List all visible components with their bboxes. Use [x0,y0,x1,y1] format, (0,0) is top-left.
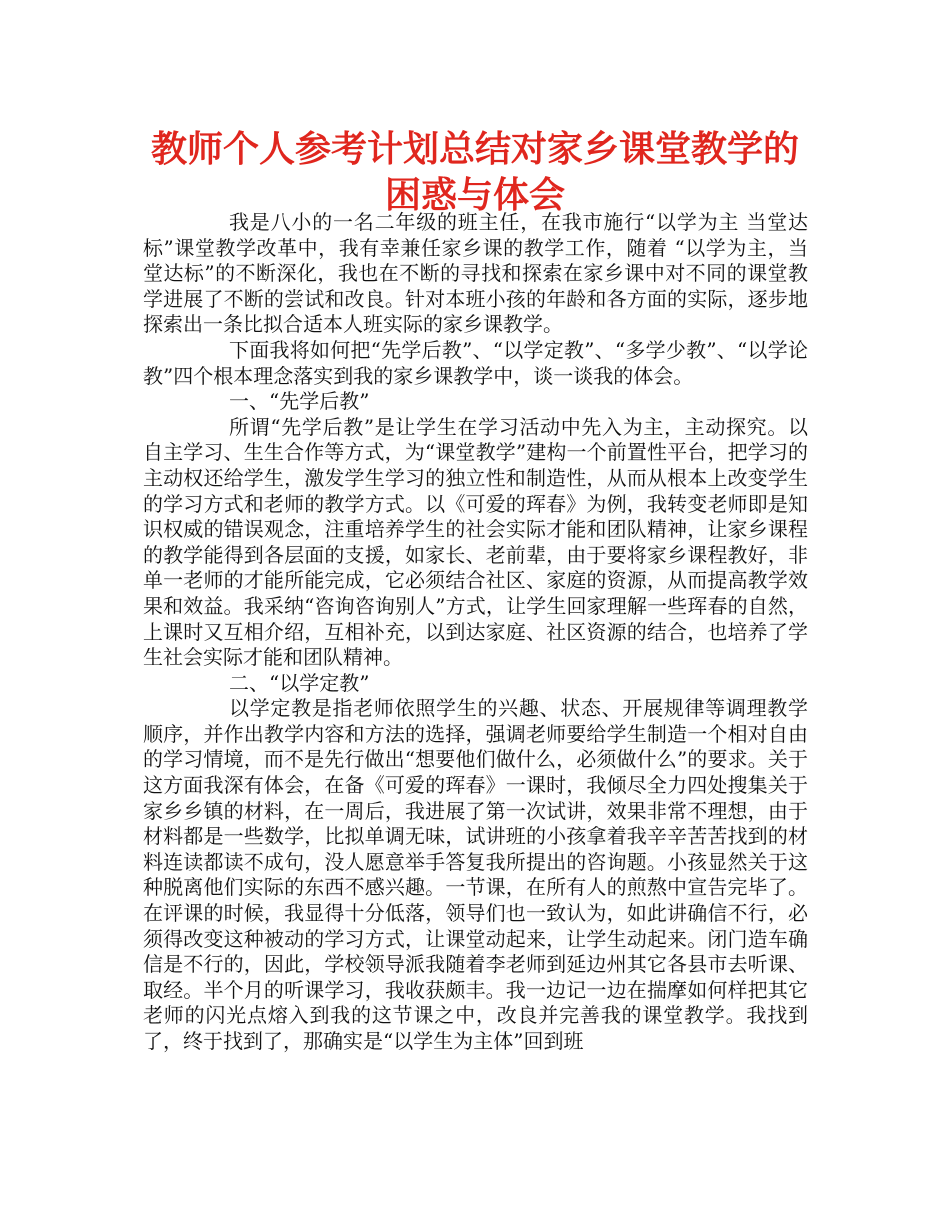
document-title-line-1: 教师个人参考计划总结对家乡课堂教学的 [150,129,799,170]
section-heading-2: 二、“以学定教” [229,670,370,695]
paragraph-intro: 我是八小的一名二年级的班主任，在我市施行“以学为主 当堂达标”课堂教学改革中，我有幸兼任家乡课的教学工作，随着 “以学为主，当堂达标”的不断深化，我也在不断的寻找和探索在家乡课中对不同的课堂教学进展了不断的尝试和改良。针对本班小孩的年龄和各方面的实际，逐步地探索出一条比拟合适本人班实际的家乡课教学。 [143,210,808,337]
document-body [143,210,808,1055]
section-heading-1: 一、“先学后教” [229,389,370,414]
paragraph-outline: 下面我将如何把“先学后教”、“以学定教”、“多学少教”、“以学论教”四个根本理念落实到我的家乡课教学中，谈一谈我的体会。 [143,337,808,388]
document-title-line-2: 困惑与体会 [384,175,565,216]
paragraph-section-1: 所谓“先学后教”是让学生在学习活动中先入为主，主动探究。以自主学习、生生合作等方式，为“课堂教学”建构一个前置性平台，把学习的主动权还给学生，激发学生学习的独立性和制造性，从而从根本上改变学生的学习方式和老师的教学方式。以《可爱的珲春》为例，我转变老师即是知识权威的错误观念，注重培养学生的社会实际才能和团队精神，让家乡课程的教学能得到各层面的支援，如家长、老前辈，由于要将家乡课程教好，非单一老师的才能所能完成，它必须结合社区、家庭的资源，从而提高教学效果和效益。我采纳“咨询咨询别人”方式，让学生回家理解一些珲春的自然，上课时又互相介绍，互相补充，以到达家庭、社区资源的结合，也培养了学生社会实际才能和团队精神。 [143,414,808,670]
paragraph-section-2: 以学定教是指老师依照学生的兴趣、状态、开展规律等调理教学顺序，并作出教学内容和方法的选择，强调老师要给学生制造一个相对自由的学习情境，而不是先行做出“想要他们做什么，必须做什么”的要求。关于这方面我深有体会，在备《可爱的珲春》一课时，我倾尽全力四处搜集关于家乡乡镇的材料，在一周后，我进展了第一次试讲，效果非常不理想，由于材料都是一些数学，比拟单调无味，试讲班的小孩拿着我辛辛苦苦找到的材料连读都读不成句，没人愿意举手答复我所提出的咨询题。小孩显然关于这种脱离他们实际的东西不感兴趣。一节课，在所有人的煎熬中宣告完毕了。在评课的时候，我显得十分低落，领导们也一致认为，如此讲确信不行，必须得改变这种被动的学习方式，让课堂动起来，让学生动起来。闭门造车确信是不行的，因此，学校领导派我随着李老师到延边州其它各县市去听课、取经。半个月的听课学习，我收获颇丰。我一边记一边在揣摩如何样把其它老师的闪光点熔入到我的这节课之中，改良并完善我的课堂教学。我找到了，终于找到了，那确实是“以学生为主体”回到班 [143,696,808,1053]
